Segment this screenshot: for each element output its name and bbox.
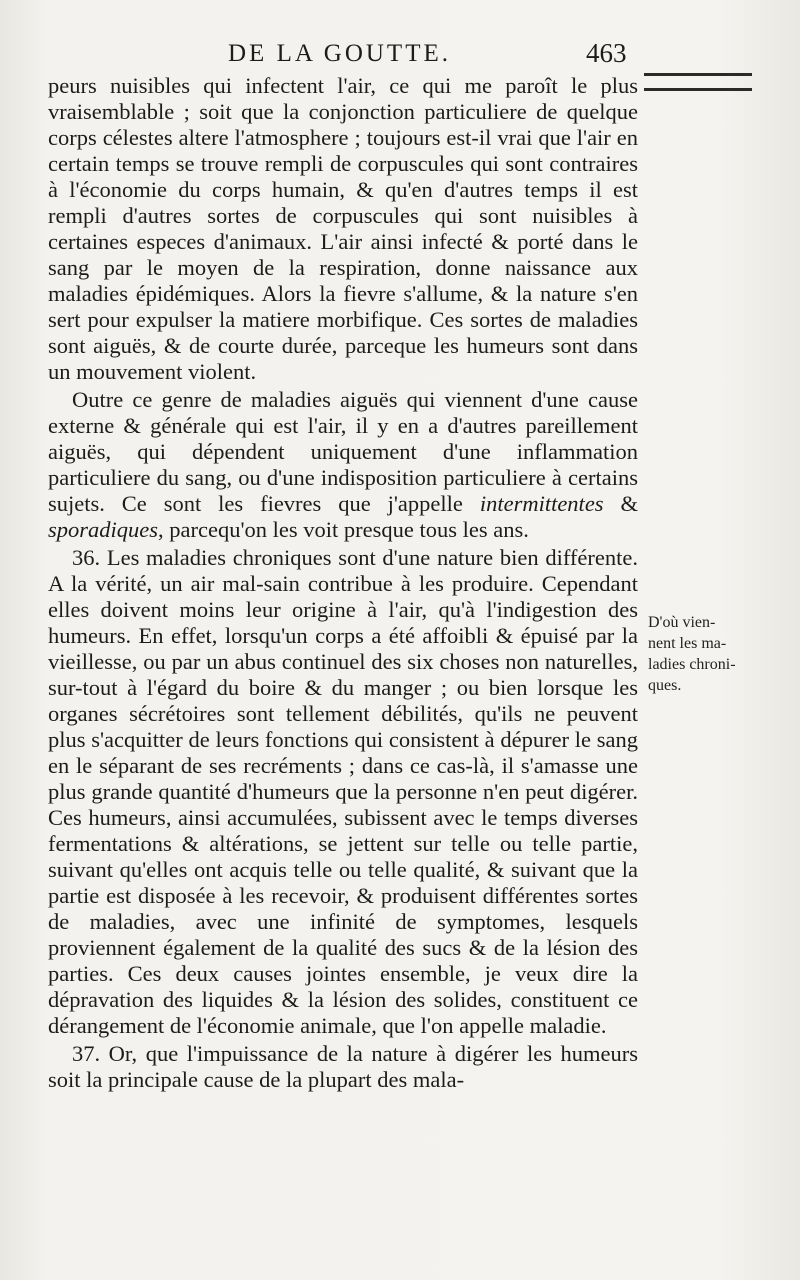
running-head: DE LA GOUTTE. [228, 40, 451, 67]
paragraph-36: 36. Les maladies chroniques sont d'une nature bien différente. A la vérité, un air mal-sain contribue à les produire. Cependant elles doivent moins leur origine à l'air, qu'à l'indigestion des humeurs. En effet, lorsqu'un corps a été affoibli & épuisé par la vieillesse, ou par un abus continuel des six choses non naturelles, sur-tout à l'égard du boire & du manger ; ou bien lorsque les organes sécrétoires sont tellement débilités, qu'ils ne peuvent plus s'acquitter de leurs fonctions qui consistent à dépurer le sang en le séparant de ses recréments ; dans ce cas-là, il s'amasse une plus grande quantité d'humeurs que la personne n'en peut digérer. Ces humeurs, ainsi accumulées, subissent avec le temps diverses fermentations & altérations, se jettent sur telle ou telle partie, suivant qu'elles ont acquis telle ou telle qualité, & suivant que la partie est disposée à les recevoir, & produisent différentes sortes de maladies, avec une infinité de symptomes, lesquels proviennent également de la qualité des sucs & de la lésion des parties. Ces deux causes jointes ensemble, je veux dire la dépravation des liquides & la lésion des solides, constituent ce dérangement de l'économie animale, que l'on appelle maladie. [48, 545, 638, 1038]
body-text [48, 73, 638, 1093]
ornamental-rule [644, 73, 752, 91]
margin-note-line: nent les ma- [648, 635, 727, 652]
term-sporadiques: sporadiques [48, 517, 159, 542]
page-number: 463 [586, 38, 627, 68]
margin-note-line: ladies chroni- [648, 656, 736, 673]
paragraph-2-text-b: & [603, 491, 638, 516]
paragraph-37: 37. Or, que l'impuissance de la nature à digérer les humeurs soit la principale cause de la plupart des mala- [48, 1041, 638, 1092]
paragraph-2-text-a: Outre ce genre de maladies aiguës qui viennent d'une cause externe & générale qui est l'air, il y en a d'autres pareillement aiguës, qui dépendent uniquement d'une inflammation particuliere du sang, ou d'une indisposition particuliere à certains sujets. Ce sont les fievres que j'appelle [48, 387, 638, 516]
paragraph-1: peurs nuisibles qui infectent l'air, ce qui me paroît le plus vraisemblable ; soit que la conjonction particuliere de quelque corps célestes altere l'atmosphere ; toujours est-il vrai que l'air en certain temps se trouve rempli de corpuscules qui sont contraires à l'économie du corps humain, & qu'en d'autres temps il est rempli d'autres sortes de corpuscules qui sont nuisibles à certaines especes d'animaux. L'air ainsi infecté & porté dans le sang par le moyen de la respiration, donne naissance aux maladies épidémiques. Alors la fievre s'allume, & la nature s'en sert pour expulser la matiere morbifique. Ces sortes de maladies sont aiguës, & de courte durée, parceque les humeurs sont dans un mouvement violent. [48, 73, 638, 384]
page-header [0, 40, 800, 76]
paragraph-2 [48, 387, 638, 543]
term-intermittentes: intermittentes [479, 491, 604, 516]
margin-note-line: ques. [648, 677, 682, 694]
margin-note-line: D'où vien- [648, 614, 716, 631]
margin-note [648, 612, 788, 696]
paragraph-2-text-c: , parcequ'on les voit presque tous les ans. [158, 517, 529, 542]
